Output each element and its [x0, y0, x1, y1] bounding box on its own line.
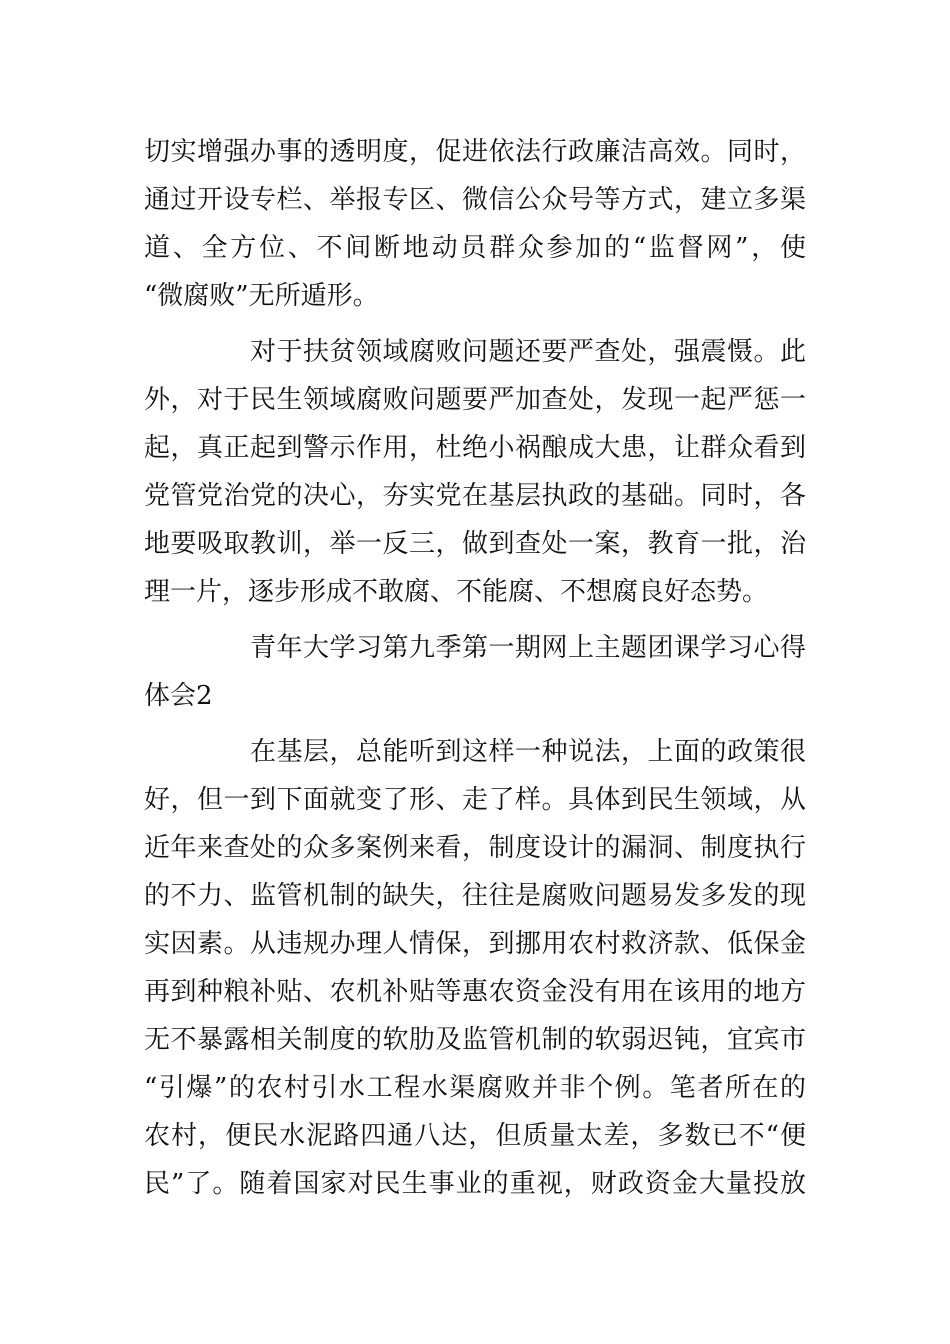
text-line: 理一片，逐步形成不敢腐、不能腐、不想腐良好态势。 — [144, 577, 769, 607]
text-line: 起，真正起到警示作用，杜绝小祸酿成大患，让群众看到 — [144, 433, 806, 463]
text-line: 切实增强办事的透明度，促进依法行政廉洁高效。同时， — [144, 137, 806, 167]
text-line: 好，但一到下面就变了形、走了样。具体到民生领域，从 — [144, 785, 806, 815]
text-line: 对于扶贫领域腐败问题还要严查处，强震慑。此 — [250, 337, 806, 367]
text-line: 地要吸取教训，举一反三，做到查处一案，教育一批，治 — [144, 529, 806, 559]
text-line: 党管党治党的决心，夯实党在基层执政的基础。同时，各 — [144, 481, 806, 511]
text-line: 农村，便民水泥路四通八达，但质量太差，多数已不“便 — [144, 1121, 806, 1151]
text-line: 通过开设专栏、举报专区、微信公众号等方式，建立多渠 — [144, 185, 806, 215]
text-line: 在基层，总能听到这样一种说法，上面的政策很 — [250, 737, 806, 767]
section-title: 青年大学习第九季第一期网上主题团课学习心得 — [250, 633, 806, 663]
text-line: 的不力、监管机制的缺失，往往是腐败问题易发多发的现 — [144, 881, 806, 911]
section-title: 体会2 — [144, 681, 213, 711]
text-line: 近年来查处的众多案例来看，制度设计的漏洞、制度执行 — [144, 833, 806, 863]
text-line: 民”了。随着国家对民生事业的重视，财政资金大量投放 — [144, 1169, 806, 1199]
text-line: “引爆”的农村引水工程水渠腐败并非个例。笔者所在的 — [144, 1073, 806, 1103]
text-line: 外，对于民生领域腐败问题要严加查处，发现一起严惩一 — [144, 385, 806, 415]
text-line: 实因素。从违规办理人情保，到挪用农村救济款、低保金 — [144, 929, 806, 959]
text-line: 再到种粮补贴、农机补贴等惠农资金没有用在该用的地方 — [144, 977, 806, 1007]
text-line: “微腐败”无所遁形。 — [144, 281, 379, 311]
text-line: 道、全方位、不间断地动员群众参加的“监督网”，使 — [144, 233, 806, 263]
text-line: 无不暴露相关制度的软肋及监管机制的软弱迟钝，宜宾市 — [144, 1025, 806, 1055]
